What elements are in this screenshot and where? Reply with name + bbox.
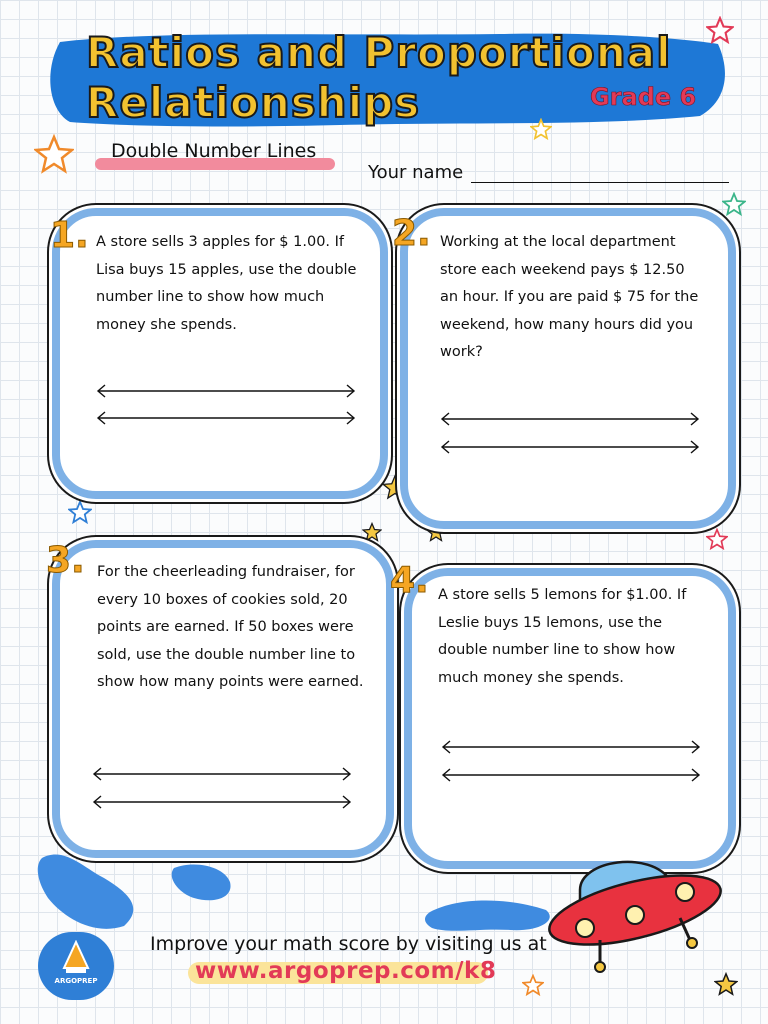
double-number-line-bottom[interactable] — [92, 795, 352, 809]
pencil-icon — [60, 940, 92, 976]
star-icon — [530, 118, 552, 140]
double-number-line-bottom[interactable] — [440, 440, 700, 454]
star-icon — [34, 134, 74, 174]
star-icon — [362, 522, 382, 542]
name-field[interactable] — [368, 162, 729, 183]
double-number-line-top[interactable] — [441, 740, 701, 754]
star-icon — [722, 192, 746, 216]
double-number-line-top[interactable] — [440, 412, 700, 426]
problem-text-2: Working at the local department store each weekend pays $ 12.50 an hour. If you are paid $ 75 for the weekend, how many hours did you work? — [440, 234, 699, 360]
title-line-2: Relationships — [86, 78, 421, 127]
double-number-line-bottom[interactable] — [441, 768, 701, 782]
ufo-illustration — [540, 840, 730, 980]
problem-number-1: 1. — [50, 215, 89, 256]
grade-label: Grade 6 — [590, 83, 697, 111]
subtitle — [95, 140, 316, 162]
problem-text-3: For the cheerleading fundraiser, for every 10 boxes of cookies sold, 20 points are earned. If 50 boxes were sold, use the double number line to show how many points were earned. — [97, 564, 364, 690]
title-line-1: Ratios and Proportional — [86, 28, 672, 77]
problem-number-4: 4. — [390, 560, 429, 601]
argoprep-link[interactable]: www.argoprep.com/k8 — [195, 958, 497, 984]
double-number-line-bottom[interactable] — [96, 411, 356, 425]
argoprep-logo[interactable] — [38, 932, 114, 1000]
problem-number-3: 3. — [46, 540, 85, 581]
logo-text: ARGOPREP — [54, 977, 98, 985]
star-icon — [68, 500, 92, 524]
double-number-line-top[interactable] — [96, 384, 356, 398]
problem-number-2: 2. — [392, 213, 431, 254]
name-line[interactable] — [471, 162, 729, 183]
subtitle-text: Double Number Lines — [111, 140, 317, 162]
name-label: Your name — [368, 162, 464, 183]
star-icon — [706, 528, 728, 550]
footer-prompt: Improve your math score by visiting us at — [150, 933, 547, 955]
problem-text-1: A store sells 3 apples for $ 1.00. If Lisa buys 15 apples, use the double number line to show how much money she spends. — [96, 234, 357, 333]
star-icon — [706, 16, 734, 44]
double-number-line-top[interactable] — [92, 767, 352, 781]
problem-text-4: A store sells 5 lemons for $1.00. If Leslie buys 15 lemons, use the double number line to show how much money she spends. — [438, 587, 687, 686]
